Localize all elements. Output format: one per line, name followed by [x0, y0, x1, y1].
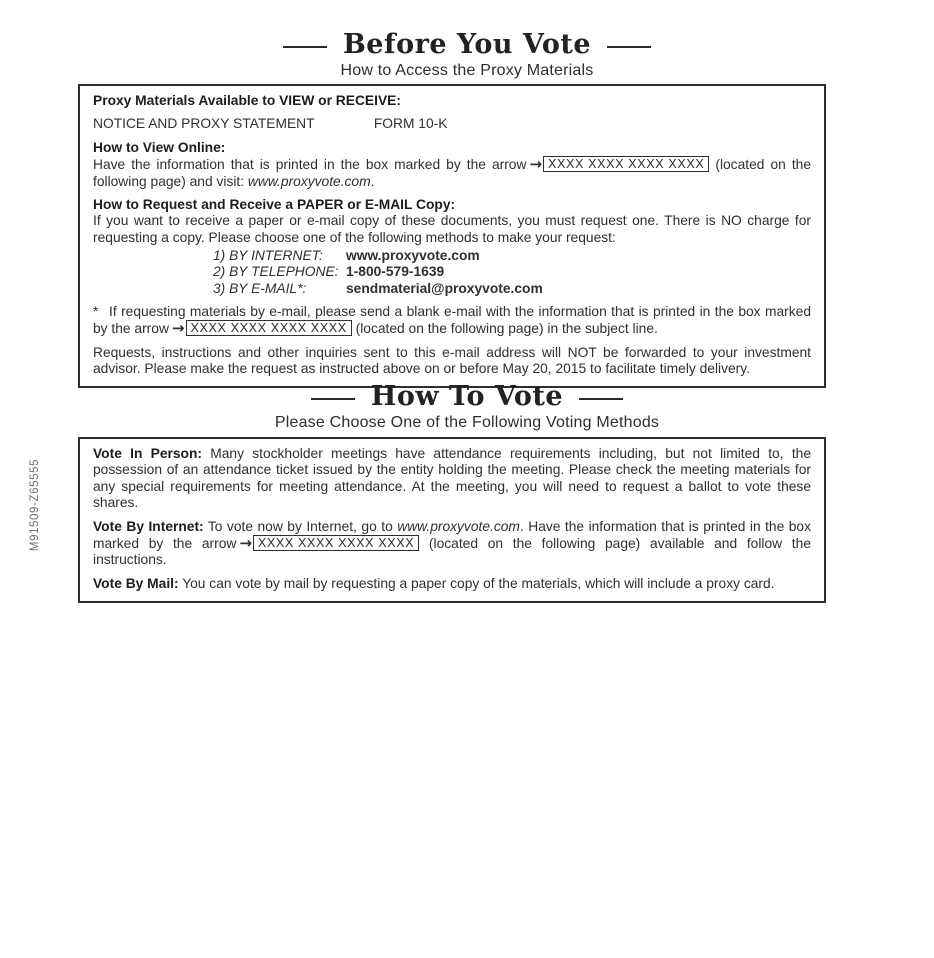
request-methods-list	[213, 248, 811, 297]
arrow-icon: →	[239, 534, 252, 553]
email-footnote-text	[93, 304, 811, 338]
control-number-box: XXXX XXXX XXXX XXXX	[186, 320, 352, 336]
title-dash-right	[579, 398, 623, 400]
view-online-heading: How to View Online:	[93, 139, 226, 155]
arrow-icon: →	[529, 155, 543, 174]
view-online-text-end: .	[370, 173, 375, 189]
vote-in-person-label: Vote In Person:	[93, 446, 202, 461]
method-telephone-label: 2) BY TELEPHONE:	[213, 264, 339, 280]
materials-heading: Proxy Materials Available to VIEW or RECEIVE:	[93, 93, 401, 108]
control-number-box: XXXX XXXX XXXX XXXX	[543, 156, 709, 172]
vote-by-mail-label: Vote By Mail:	[93, 575, 179, 591]
method-telephone	[213, 264, 811, 280]
proxyvote-url: www.proxyvote.com	[397, 518, 520, 534]
view-online-text: Have the information that is printed in the box marked by the arrow	[93, 157, 527, 173]
footnote-asterisk: *	[93, 303, 99, 319]
proxyvote-url: www.proxyvote.com	[247, 173, 371, 189]
method-telephone-value: 1-800-579-1639	[346, 264, 445, 280]
method-internet-label: 1) BY INTERNET:	[213, 248, 323, 264]
email-footnote	[93, 304, 811, 338]
before-title: Before You Vote	[342, 29, 592, 60]
vote-in-person-paragraph	[93, 446, 811, 512]
control-number-box: XXXX XXXX XXXX XXXX	[253, 535, 419, 551]
view-online-text-mid: (located on the following page) and visit:	[93, 157, 811, 189]
how-title: How To Vote	[370, 381, 564, 412]
vote-by-internet-paragraph	[93, 519, 811, 569]
requests-note-text: Requests, instructions and other inquiries sent to this e-mail address will NOT be forwarded to your investment advisor. Please make the request as instructed above on or before May 20, 2015 to facilitate timely delivery.	[93, 344, 811, 377]
method-internet	[213, 248, 811, 264]
arrow-icon: →	[171, 319, 185, 338]
vote-by-internet-label: Vote By Internet:	[93, 518, 204, 534]
title-dash-left	[283, 46, 327, 48]
method-internet-value: www.proxyvote.com	[346, 248, 480, 264]
requests-note-section	[93, 345, 811, 378]
footnote-text-pre: If requesting materials by e-mail, please send a blank e-mail with the information that is printed in the box marked by the arrow	[93, 303, 811, 337]
vote-by-mail-paragraph	[93, 576, 811, 592]
title-dash-right	[607, 46, 651, 48]
vote-by-mail-text: You can vote by mail by requesting a paper copy of the materials, which will include a proxy card.	[178, 575, 775, 591]
plate-code: M91509-Z65555	[29, 458, 41, 552]
title-dash-left	[311, 398, 355, 400]
before-subtitle: How to Access the Proxy Materials	[340, 62, 594, 79]
vote-in-person-text: Many stockholder meetings have attendance requirements including, but not limited to, the possession of an attendance ticket issued by the entity holding the meeting. Please check the meeting materials for any special requirements for meeting attendance. At the meeting, you will need to request a ballot to vote these shares.	[93, 446, 811, 511]
method-email	[213, 281, 811, 297]
how-to-vote-header	[0, 382, 934, 432]
materials-list	[93, 116, 811, 132]
request-copy-section	[93, 197, 811, 297]
footnote-text-post: (located on the following page) in the subject line.	[351, 321, 658, 337]
material-notice-proxy-statement: NOTICE AND PROXY STATEMENT	[93, 116, 315, 132]
request-copy-body: If you want to receive a paper or e-mail copy of these documents, you must request one. There is NO charge for requesting a copy. Please choose one of the following methods to make your request:	[93, 213, 811, 245]
vote-by-internet-text-pre: To vote now by Internet, go to	[203, 518, 398, 534]
method-email-value: sendmaterial@proxyvote.com	[346, 280, 543, 296]
method-email-label: 3) BY E-MAIL*:	[213, 280, 307, 296]
material-form-10k: FORM 10-K	[373, 116, 448, 132]
vote-by-internet-text-mid: . Have the information that is printed in the box marked by the arrow	[93, 518, 812, 552]
vote-by-internet-text-post: (located on the following page) available and follow the instructions.	[93, 536, 811, 568]
how-subtitle: Please Choose One of the Following Voting Methods	[274, 414, 660, 431]
voting-methods-box	[78, 437, 826, 603]
view-online-instructions	[93, 156, 811, 190]
request-copy-heading: How to Request and Receive a PAPER or E-MAIL Copy:	[93, 197, 456, 213]
before-you-vote-header	[0, 30, 934, 80]
view-online-section	[93, 140, 811, 190]
proxy-materials-box	[78, 84, 826, 388]
